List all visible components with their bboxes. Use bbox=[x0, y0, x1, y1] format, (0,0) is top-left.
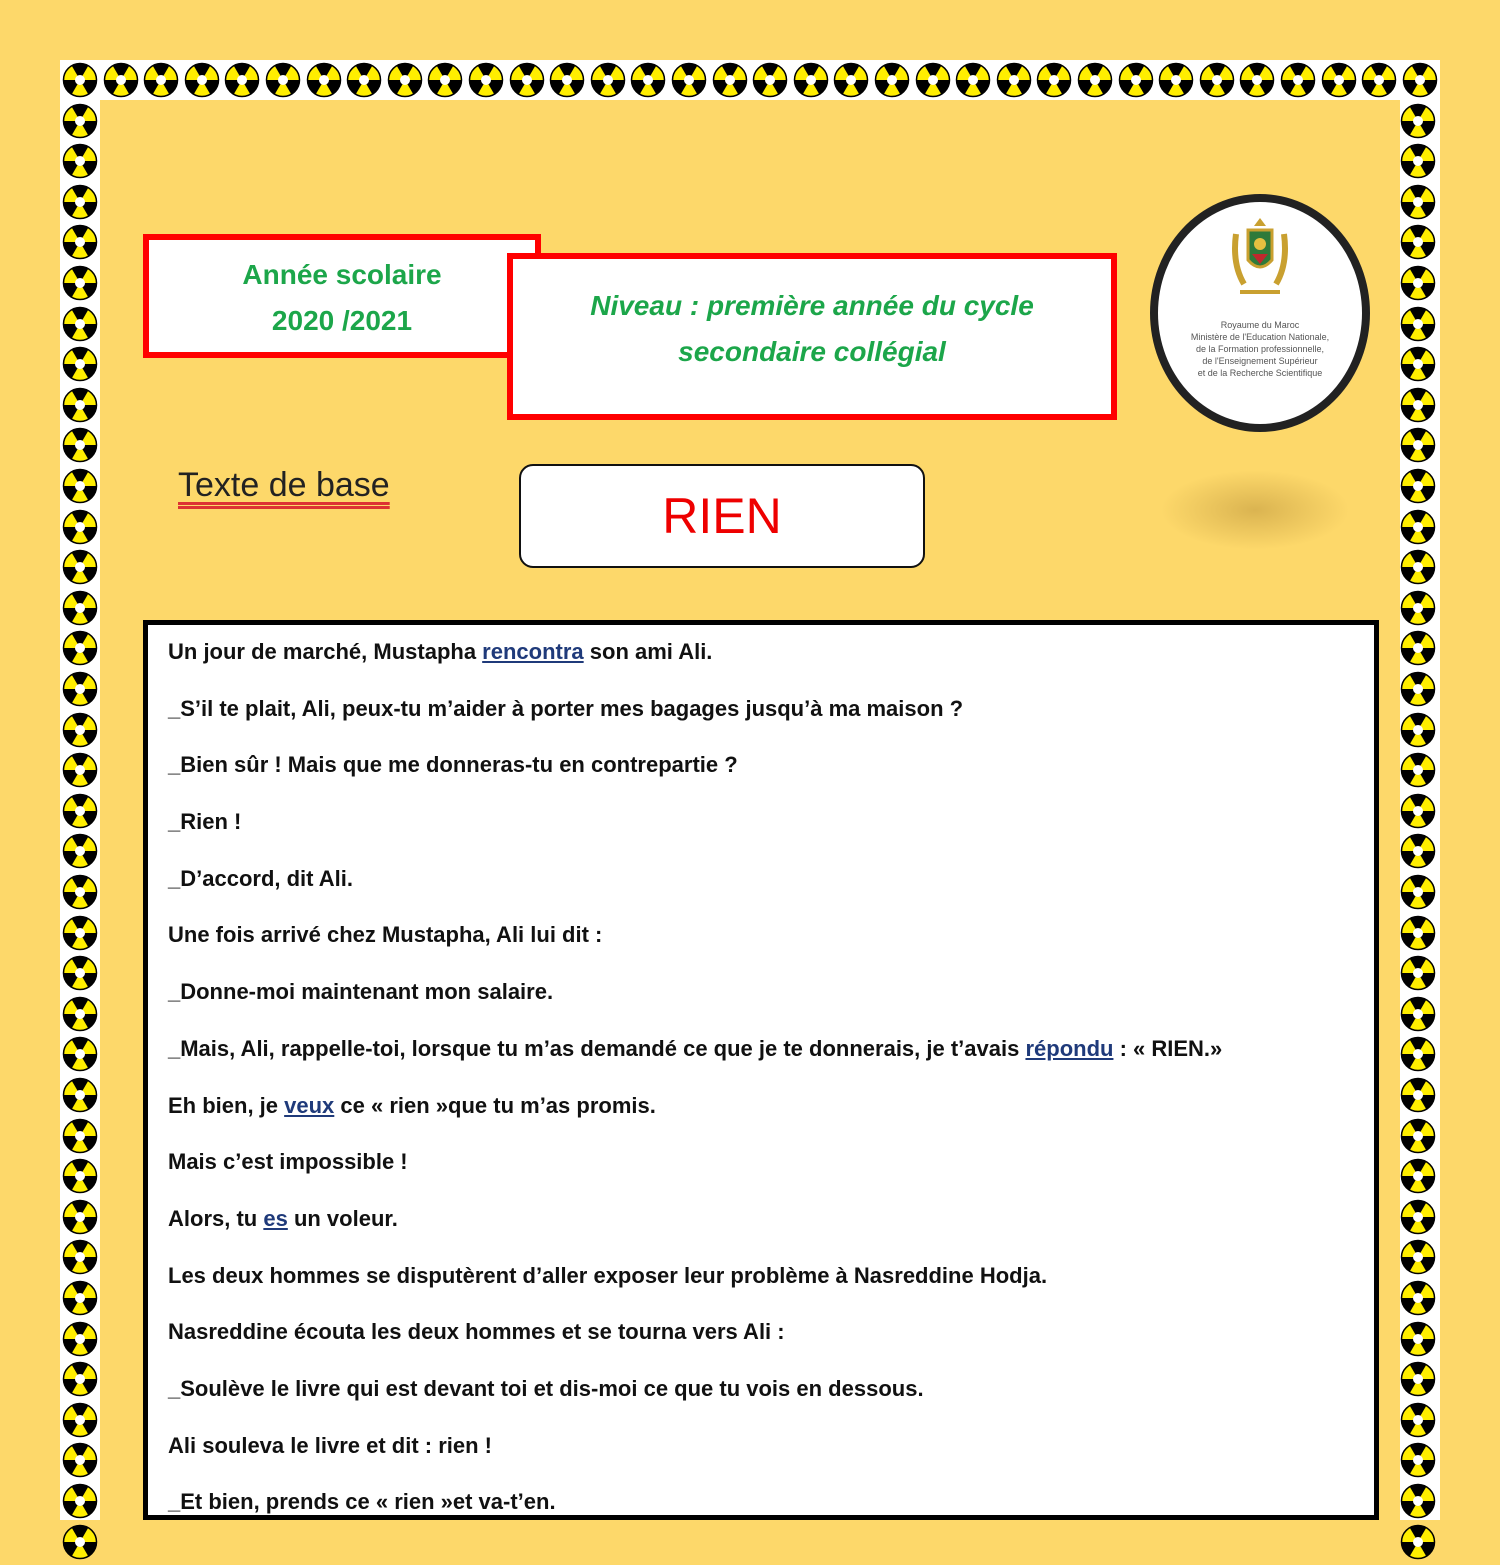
radiation-icon bbox=[996, 62, 1032, 98]
radiation-icon bbox=[62, 62, 98, 98]
radiation-icon bbox=[1400, 1118, 1436, 1154]
story-line bbox=[168, 1489, 1374, 1546]
radiation-icon bbox=[752, 62, 788, 98]
radiation-icon bbox=[1400, 793, 1436, 829]
radiation-icon bbox=[1400, 224, 1436, 260]
radiation-icon bbox=[630, 62, 666, 98]
radiation-icon bbox=[62, 793, 98, 829]
line-text: Eh bien, je bbox=[168, 1092, 285, 1118]
radiation-icon bbox=[1400, 549, 1436, 585]
radiation-icon bbox=[62, 712, 98, 748]
school-year-value: 2020 /2021 bbox=[271, 305, 413, 336]
story-line bbox=[168, 1149, 1374, 1206]
radiation-icon bbox=[1199, 62, 1235, 98]
story-line bbox=[168, 1036, 1374, 1093]
radiation-icon bbox=[62, 996, 98, 1032]
radiation-icon bbox=[1400, 752, 1436, 788]
radiation-icon bbox=[62, 1239, 98, 1275]
logo-text-line: Ministère de l'Education Nationale, bbox=[1190, 332, 1330, 342]
level-line-1: Niveau : première année du cycle bbox=[590, 290, 1034, 321]
radiation-icon bbox=[346, 62, 382, 98]
radiation-icon bbox=[62, 549, 98, 585]
radiation-icon bbox=[62, 1402, 98, 1438]
line-text: son ami Ali. bbox=[583, 639, 713, 664]
story-line bbox=[168, 1093, 1374, 1150]
logo-text-line: de l'Enseignement Supérieur bbox=[1202, 356, 1318, 366]
radiation-icon bbox=[306, 62, 342, 98]
radiation-icon bbox=[1400, 184, 1436, 220]
radiation-icon bbox=[1400, 1077, 1436, 1113]
story-line bbox=[168, 1263, 1374, 1320]
ministry-logo bbox=[1150, 194, 1370, 432]
radiation-icon bbox=[1400, 1280, 1436, 1316]
radiation-icon bbox=[143, 62, 179, 98]
radiation-icon bbox=[62, 874, 98, 910]
radiation-icon bbox=[1400, 1402, 1436, 1438]
radiation-icon bbox=[62, 1077, 98, 1113]
radiation-icon bbox=[1036, 62, 1072, 98]
radiation-icon bbox=[1400, 1361, 1436, 1397]
radiation-icon bbox=[62, 346, 98, 382]
radiation-icon bbox=[712, 62, 748, 98]
radiation-icon bbox=[1400, 387, 1436, 423]
radiation-icon bbox=[62, 387, 98, 423]
radiation-icon bbox=[1400, 1483, 1436, 1519]
radiation-icon bbox=[62, 833, 98, 869]
radiation-icon bbox=[1400, 509, 1436, 545]
radiation-icon bbox=[1239, 62, 1275, 98]
radiation-icon bbox=[1400, 1239, 1436, 1275]
line-text: _Mais, Ali, rappelle-toi, lorsque tu m’as demandé ce que je te donnerais, je t’avais bbox=[168, 1035, 1026, 1061]
story-line bbox=[168, 1319, 1374, 1376]
line-text: Nasreddine écouta les deux hommes et se tourna vers Ali : bbox=[168, 1319, 785, 1345]
school-year-label: Année scolaire bbox=[242, 259, 442, 290]
radiation-icon bbox=[468, 62, 504, 98]
radiation-icon bbox=[833, 62, 869, 98]
logo-text-line: et de la Recherche Scientifique bbox=[1197, 368, 1323, 378]
radiation-icon bbox=[1400, 1199, 1436, 1235]
radiation-icon bbox=[793, 62, 829, 98]
radiation-icon bbox=[671, 62, 707, 98]
radiation-icon bbox=[1402, 62, 1438, 98]
radiation-icon bbox=[62, 1036, 98, 1072]
radiation-icon bbox=[62, 224, 98, 260]
radiation-icon bbox=[1400, 427, 1436, 463]
line-text: _Rien ! bbox=[168, 809, 242, 835]
radiation-icon bbox=[184, 62, 220, 98]
story-text-box bbox=[143, 620, 1379, 1520]
line-text: _S’il te plait, Ali, peux-tu m’aider à porter mes bagages jusqu’à ma maison ? bbox=[168, 695, 964, 721]
radiation-icon bbox=[103, 62, 139, 98]
story-line bbox=[168, 979, 1374, 1036]
radiation-icon bbox=[62, 915, 98, 951]
radiation-icon bbox=[387, 62, 423, 98]
radiation-icon bbox=[1400, 143, 1436, 179]
radiation-icon bbox=[1400, 671, 1436, 707]
radiation-icon bbox=[1158, 62, 1194, 98]
radiation-icon bbox=[590, 62, 626, 98]
radiation-icon bbox=[62, 590, 98, 626]
radiation-icon bbox=[62, 103, 98, 139]
radiation-icon bbox=[549, 62, 585, 98]
radiation-icon bbox=[62, 671, 98, 707]
text-title: RIEN bbox=[519, 464, 925, 568]
radiation-icon bbox=[62, 184, 98, 220]
radiation-icon bbox=[62, 955, 98, 991]
radiation-icon bbox=[1400, 590, 1436, 626]
line-text: Les deux hommes se disputèrent d’aller exposer leur problème à Nasreddine Hodja. bbox=[168, 1262, 1048, 1288]
radiation-icon bbox=[1400, 468, 1436, 504]
radiation-icon bbox=[1400, 103, 1436, 139]
radiation-icon bbox=[62, 1483, 98, 1519]
radiation-icon bbox=[1400, 346, 1436, 382]
story-line bbox=[168, 866, 1374, 923]
radiation-icon bbox=[62, 1158, 98, 1194]
level-line-2: secondaire collégial bbox=[678, 336, 946, 367]
radiation-icon bbox=[62, 1118, 98, 1154]
story-line bbox=[168, 1376, 1374, 1433]
radiation-icon bbox=[62, 509, 98, 545]
radiation-icon bbox=[62, 1442, 98, 1478]
radiation-icon bbox=[1400, 1036, 1436, 1072]
line-text: _Donne-moi maintenant mon salaire. bbox=[168, 979, 554, 1005]
line-text: Ali souleva le livre et dit : rien ! bbox=[168, 1432, 492, 1458]
line-text: ce « rien »que tu m’as promis. bbox=[334, 1092, 656, 1118]
radiation-icon bbox=[62, 630, 98, 666]
story-line bbox=[168, 1206, 1374, 1263]
logo-text-line: Royaume du Maroc bbox=[1220, 320, 1300, 330]
radiation-icon bbox=[62, 1524, 98, 1560]
radiation-icon bbox=[1400, 955, 1436, 991]
line-text: Mais c’est impossible ! bbox=[168, 1149, 408, 1175]
verb-link[interactable]: es bbox=[263, 1205, 288, 1231]
radiation-icon bbox=[915, 62, 951, 98]
radiation-icon bbox=[1400, 306, 1436, 342]
radiation-icon bbox=[1400, 996, 1436, 1032]
radiation-icon bbox=[62, 265, 98, 301]
school-year-box bbox=[143, 234, 541, 358]
radiation-icon bbox=[1400, 265, 1436, 301]
radiation-icon bbox=[1400, 833, 1436, 869]
section-label: Texte de base bbox=[178, 466, 390, 504]
radiation-icon bbox=[1400, 1158, 1436, 1194]
line-text: Un jour de marché, Mustapha bbox=[168, 639, 483, 664]
radiation-icon bbox=[1400, 630, 1436, 666]
level-box bbox=[507, 253, 1117, 420]
verb-link[interactable]: veux bbox=[284, 1092, 335, 1118]
radiation-icon bbox=[427, 62, 463, 98]
line-text: _Soulève le livre qui est devant toi et dis-moi ce que tu vois en dessous. bbox=[168, 1375, 924, 1401]
line-text: _D’accord, dit Ali. bbox=[168, 865, 354, 891]
logo-text-line: de la Formation professionnelle, bbox=[1195, 344, 1325, 354]
radiation-icon bbox=[265, 62, 301, 98]
radiation-icon bbox=[62, 1321, 98, 1357]
radiation-icon bbox=[62, 1361, 98, 1397]
story-line bbox=[168, 1433, 1374, 1490]
line-text: _Bien sûr ! Mais que me donneras-tu en contrepartie ? bbox=[168, 752, 738, 778]
verb-link[interactable]: répondu bbox=[1025, 1035, 1114, 1061]
story-line bbox=[168, 639, 1374, 696]
coat-of-arms-icon bbox=[1230, 214, 1290, 304]
radiation-icon bbox=[62, 306, 98, 342]
radiation-icon bbox=[874, 62, 910, 98]
line-text: un voleur. bbox=[287, 1205, 398, 1231]
line-text: _Et bien, prends ce « rien »et va-t’en. bbox=[168, 1489, 556, 1515]
radiation-icon bbox=[1400, 1524, 1436, 1560]
radiation-icon bbox=[1321, 62, 1357, 98]
radiation-icon bbox=[62, 143, 98, 179]
line-text: Une fois arrivé chez Mustapha, Ali lui dit : bbox=[168, 922, 603, 948]
verb-link[interactable]: rencontra bbox=[482, 639, 584, 664]
radiation-icon bbox=[1400, 712, 1436, 748]
line-text: Alors, tu bbox=[168, 1205, 264, 1231]
radiation-icon bbox=[62, 427, 98, 463]
radiation-icon bbox=[1361, 62, 1397, 98]
story-line bbox=[168, 752, 1374, 809]
radiation-icon bbox=[62, 468, 98, 504]
radiation-icon bbox=[1077, 62, 1113, 98]
radiation-icon bbox=[62, 752, 98, 788]
story-line bbox=[168, 696, 1374, 753]
logo-shadow bbox=[1160, 470, 1350, 550]
line-text: : « RIEN.» bbox=[1113, 1035, 1223, 1061]
story-line bbox=[168, 809, 1374, 866]
radiation-icon bbox=[1400, 915, 1436, 951]
radiation-icon bbox=[1400, 874, 1436, 910]
radiation-icon bbox=[1400, 1321, 1436, 1357]
radiation-icon bbox=[1280, 62, 1316, 98]
radiation-icon bbox=[1118, 62, 1154, 98]
radiation-icon bbox=[955, 62, 991, 98]
radiation-icon bbox=[62, 1199, 98, 1235]
radiation-icon bbox=[224, 62, 260, 98]
radiation-icon bbox=[509, 62, 545, 98]
story-line bbox=[168, 922, 1374, 979]
radiation-icon bbox=[1400, 1442, 1436, 1478]
radiation-icon bbox=[62, 1280, 98, 1316]
